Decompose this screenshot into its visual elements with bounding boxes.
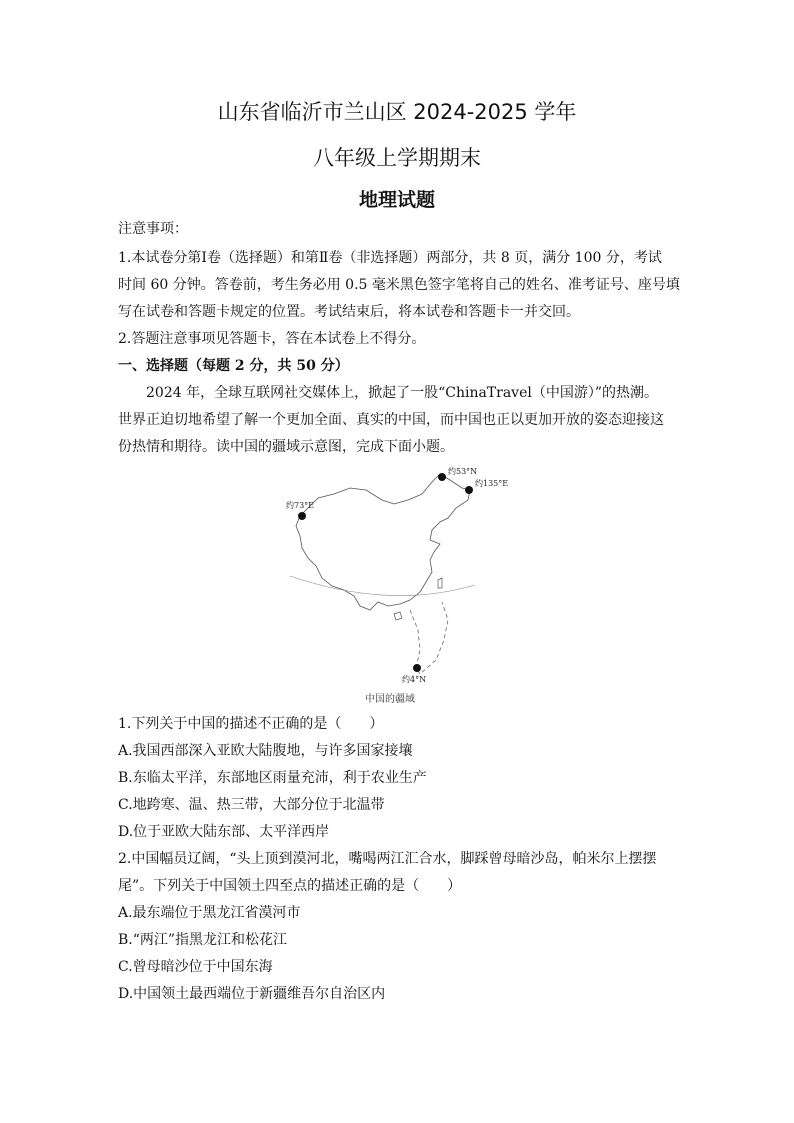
question2-stem-line1: 2.中国幅员辽阔，“头上顶到漠河北，嘴喝两江汇合水，脚踩曾母暗沙岛，帕米尔上摆摆 — [118, 851, 657, 867]
label-south: 约4°N — [402, 675, 427, 684]
south-point — [413, 664, 421, 672]
notes-item1-line3: 写在试卷和答题卡规定的位置。考试结束后，将本试卷和答题卡一并交回。 — [118, 304, 580, 320]
notes-item1-line1: 1.本试卷分第Ⅰ卷（选择题）和第Ⅱ卷（非选择题）两部分，共 8 页，满分 100 分，考试 — [118, 250, 662, 266]
label-west: 约73°E — [286, 501, 315, 510]
section1-intro-line2: 世界正迫切地希望了解一个更加全面、真实的中国，而中国也正以更加开放的姿态迎接这 — [118, 412, 664, 428]
taiwan-island — [438, 578, 442, 588]
china-outline — [296, 474, 470, 610]
hainan-island — [394, 612, 402, 620]
nine-dash-line — [410, 602, 448, 674]
label-north: 约53°N — [448, 467, 478, 476]
map-caption: 中国的疆域 — [365, 694, 415, 705]
label-east: 约135°E — [475, 479, 509, 488]
question2-option-c: C.曾母暗沙位于中国东海 — [118, 959, 273, 975]
notes-item1-line2: 时间 60 分钟。答卷前，考生务必用 0.5 毫米黑色签字笔将自己的姓名、准考证号、座号填 — [118, 277, 680, 293]
notes-item2: 2.答题注意事项见答题卡，答在本试卷上不得分。 — [118, 331, 426, 347]
china-territory-map — [270, 460, 510, 710]
exam-title-subject: 地理试题 — [358, 189, 435, 211]
question1-stem: 1.下列关于中国的描述不正确的是（ ） — [118, 716, 384, 732]
section1-intro-line1: 2024 年，全球互联网社交媒体上，掀起了一股“ChinaTravel（中国游）”的热潮。 — [146, 385, 659, 401]
question1-option-c: C.地跨寒、温、热三带，大部分位于北温带 — [118, 797, 385, 813]
question1-option-d: D.位于亚欧大陆东部、太平洋西岸 — [118, 824, 330, 840]
question2-option-b: B.“两江”指黑龙江和松花江 — [118, 932, 288, 948]
question2-option-d: D.中国领土最西端位于新疆维吾尔自治区内 — [118, 986, 386, 1002]
north-point — [438, 473, 446, 481]
east-point — [465, 486, 473, 494]
question2-option-a: A.最东端位于黑龙江省漠河市 — [118, 905, 301, 921]
question1-option-a: A.我国西部深入亚欧大陆腹地，与许多国家接壤 — [118, 743, 413, 759]
exam-title-line2: 八年级上学期期末 — [313, 146, 481, 170]
china-map-svg — [270, 460, 510, 690]
latitude-arc — [290, 576, 475, 596]
section1-heading: 一、选择题（每题 2 分，共 50 分） — [118, 358, 349, 374]
exam-title-line1: 山东省临沂市兰山区 2024-2025 学年 — [217, 100, 577, 124]
notes-heading: 注意事项： — [118, 221, 188, 237]
section1-intro-line3: 份热情和期待。读中国的疆域示意图，完成下面小题。 — [118, 439, 454, 455]
west-point — [298, 512, 306, 520]
question1-option-b: B.东临太平洋，东部地区雨量充沛，利于农业生产 — [118, 770, 427, 786]
question2-stem-line2: 尾”。下列关于中国领土四至点的描述正确的是（ ） — [118, 878, 462, 894]
